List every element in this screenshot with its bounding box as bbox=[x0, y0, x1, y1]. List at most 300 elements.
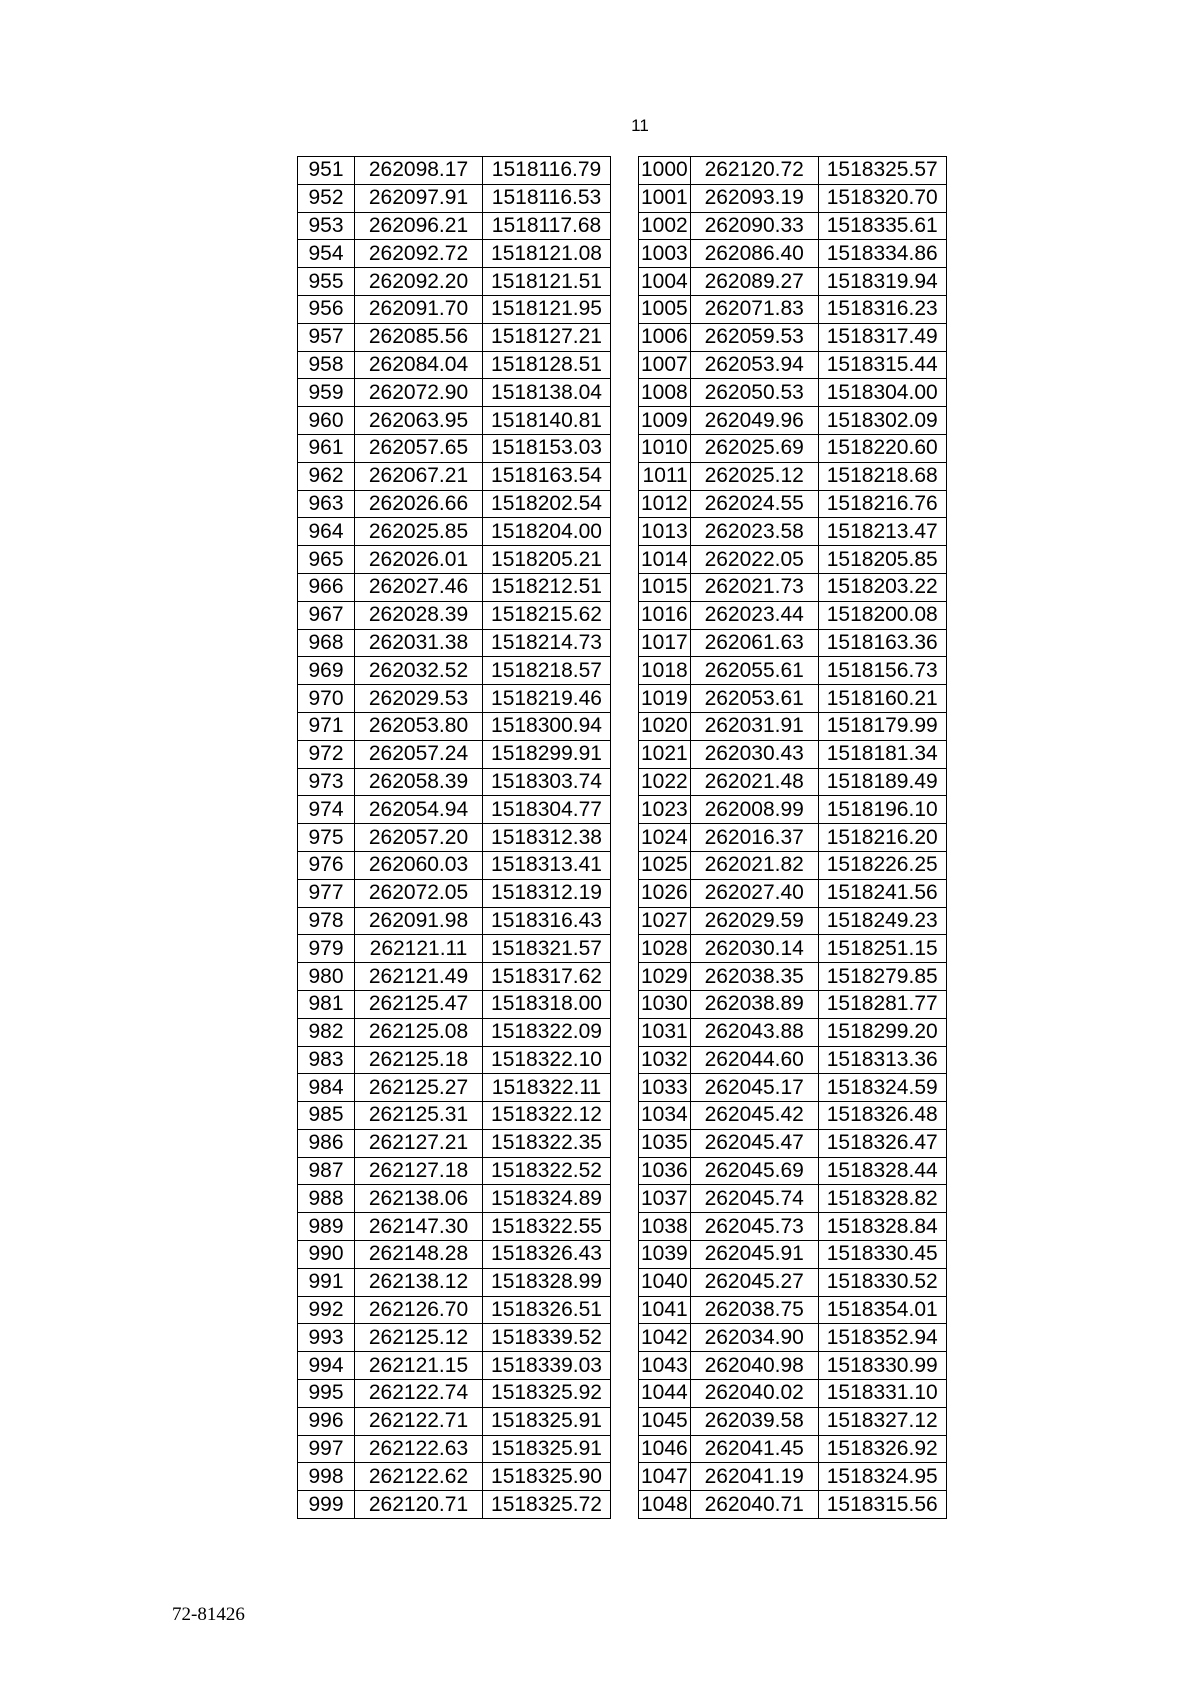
y-coordinate-cell: 1518179.99 bbox=[818, 712, 946, 740]
table-row bbox=[639, 379, 947, 407]
point-number-cell: 1007 bbox=[639, 351, 691, 379]
table-row bbox=[639, 546, 947, 574]
x-coordinate-cell: 262121.11 bbox=[355, 935, 483, 963]
x-coordinate-cell: 262016.37 bbox=[690, 824, 818, 852]
point-number-cell: 1032 bbox=[639, 1046, 691, 1074]
table-row bbox=[639, 490, 947, 518]
y-coordinate-cell: 1518331.10 bbox=[818, 1380, 946, 1408]
table-row bbox=[639, 157, 947, 185]
x-coordinate-cell: 262039.58 bbox=[690, 1407, 818, 1435]
x-coordinate-cell: 262025.85 bbox=[355, 518, 483, 546]
table-row bbox=[639, 1407, 947, 1435]
point-number-cell: 1019 bbox=[639, 685, 691, 713]
x-coordinate-cell: 262058.39 bbox=[355, 768, 483, 796]
point-number-cell: 1048 bbox=[639, 1491, 691, 1519]
y-coordinate-cell: 1518322.09 bbox=[483, 1018, 611, 1046]
table-row bbox=[298, 1046, 611, 1074]
x-coordinate-cell: 262125.12 bbox=[355, 1324, 483, 1352]
table-row bbox=[639, 851, 947, 879]
point-number-cell: 963 bbox=[298, 490, 355, 518]
point-number-cell: 1044 bbox=[639, 1380, 691, 1408]
point-number-cell: 1035 bbox=[639, 1129, 691, 1157]
y-coordinate-cell: 1518281.77 bbox=[818, 990, 946, 1018]
y-coordinate-cell: 1518318.00 bbox=[483, 990, 611, 1018]
y-coordinate-cell: 1518127.21 bbox=[483, 323, 611, 351]
point-number-cell: 964 bbox=[298, 518, 355, 546]
y-coordinate-cell: 1518163.36 bbox=[818, 629, 946, 657]
point-number-cell: 977 bbox=[298, 879, 355, 907]
point-number-cell: 972 bbox=[298, 740, 355, 768]
y-coordinate-cell: 1518302.09 bbox=[818, 407, 946, 435]
table-row bbox=[298, 1213, 611, 1241]
x-coordinate-cell: 262031.91 bbox=[690, 712, 818, 740]
y-coordinate-cell: 1518181.34 bbox=[818, 740, 946, 768]
point-number-cell: 1040 bbox=[639, 1268, 691, 1296]
x-coordinate-cell: 262029.59 bbox=[690, 907, 818, 935]
table-row bbox=[639, 295, 947, 323]
table-row bbox=[298, 657, 611, 685]
point-number-cell: 978 bbox=[298, 907, 355, 935]
table-row bbox=[298, 1268, 611, 1296]
x-coordinate-cell: 262027.40 bbox=[690, 879, 818, 907]
y-coordinate-cell: 1518322.55 bbox=[483, 1213, 611, 1241]
y-coordinate-cell: 1518328.84 bbox=[818, 1213, 946, 1241]
table-row bbox=[298, 1380, 611, 1408]
x-coordinate-cell: 262045.17 bbox=[690, 1074, 818, 1102]
y-coordinate-cell: 1518330.52 bbox=[818, 1268, 946, 1296]
table-row bbox=[639, 323, 947, 351]
table-row bbox=[639, 240, 947, 268]
x-coordinate-cell: 262138.06 bbox=[355, 1185, 483, 1213]
table-row bbox=[298, 851, 611, 879]
x-coordinate-cell: 262122.71 bbox=[355, 1407, 483, 1435]
point-number-cell: 955 bbox=[298, 268, 355, 296]
x-coordinate-cell: 262055.61 bbox=[690, 657, 818, 685]
x-coordinate-cell: 262026.66 bbox=[355, 490, 483, 518]
point-number-cell: 993 bbox=[298, 1324, 355, 1352]
table-row bbox=[298, 824, 611, 852]
table-row bbox=[298, 212, 611, 240]
point-number-cell: 1027 bbox=[639, 907, 691, 935]
table-row bbox=[639, 1380, 947, 1408]
point-number-cell: 1011 bbox=[639, 462, 691, 490]
y-coordinate-cell: 1518138.04 bbox=[483, 379, 611, 407]
y-coordinate-cell: 1518303.74 bbox=[483, 768, 611, 796]
table-row bbox=[298, 796, 611, 824]
point-number-cell: 1043 bbox=[639, 1352, 691, 1380]
point-number-cell: 994 bbox=[298, 1352, 355, 1380]
y-coordinate-cell: 1518315.56 bbox=[818, 1491, 946, 1519]
x-coordinate-cell: 262045.47 bbox=[690, 1129, 818, 1157]
y-coordinate-cell: 1518218.68 bbox=[818, 462, 946, 490]
table-row bbox=[298, 740, 611, 768]
table-row bbox=[298, 184, 611, 212]
y-coordinate-cell: 1518328.44 bbox=[818, 1157, 946, 1185]
x-coordinate-cell: 262125.08 bbox=[355, 1018, 483, 1046]
point-number-cell: 1012 bbox=[639, 490, 691, 518]
y-coordinate-cell: 1518202.54 bbox=[483, 490, 611, 518]
x-coordinate-cell: 262049.96 bbox=[690, 407, 818, 435]
y-coordinate-cell: 1518205.21 bbox=[483, 546, 611, 574]
x-coordinate-cell: 262053.61 bbox=[690, 685, 818, 713]
point-number-cell: 982 bbox=[298, 1018, 355, 1046]
table-row bbox=[639, 796, 947, 824]
y-coordinate-cell: 1518116.79 bbox=[483, 157, 611, 185]
x-coordinate-cell: 262122.74 bbox=[355, 1380, 483, 1408]
x-coordinate-cell: 262038.89 bbox=[690, 990, 818, 1018]
y-coordinate-cell: 1518300.94 bbox=[483, 712, 611, 740]
point-number-cell: 973 bbox=[298, 768, 355, 796]
point-number-cell: 1004 bbox=[639, 268, 691, 296]
y-coordinate-cell: 1518325.57 bbox=[818, 157, 946, 185]
x-coordinate-cell: 262126.70 bbox=[355, 1296, 483, 1324]
y-coordinate-cell: 1518315.44 bbox=[818, 351, 946, 379]
y-coordinate-cell: 1518299.91 bbox=[483, 740, 611, 768]
point-number-cell: 961 bbox=[298, 434, 355, 462]
x-coordinate-cell: 262032.52 bbox=[355, 657, 483, 685]
x-coordinate-cell: 262045.42 bbox=[690, 1102, 818, 1130]
y-coordinate-cell: 1518204.00 bbox=[483, 518, 611, 546]
x-coordinate-cell: 262045.91 bbox=[690, 1241, 818, 1269]
table-row bbox=[639, 1296, 947, 1324]
table-row bbox=[298, 462, 611, 490]
point-number-cell: 956 bbox=[298, 295, 355, 323]
x-coordinate-cell: 262093.19 bbox=[690, 184, 818, 212]
table-row bbox=[639, 268, 947, 296]
y-coordinate-cell: 1518317.49 bbox=[818, 323, 946, 351]
y-coordinate-cell: 1518216.76 bbox=[818, 490, 946, 518]
table-row bbox=[639, 1268, 947, 1296]
point-number-cell: 1029 bbox=[639, 963, 691, 991]
y-coordinate-cell: 1518205.85 bbox=[818, 546, 946, 574]
point-number-cell: 996 bbox=[298, 1407, 355, 1435]
y-coordinate-cell: 1518327.12 bbox=[818, 1407, 946, 1435]
y-coordinate-cell: 1518299.20 bbox=[818, 1018, 946, 1046]
point-number-cell: 1000 bbox=[639, 157, 691, 185]
table-row bbox=[298, 768, 611, 796]
table-row bbox=[298, 907, 611, 935]
y-coordinate-cell: 1518121.08 bbox=[483, 240, 611, 268]
point-number-cell: 1046 bbox=[639, 1435, 691, 1463]
x-coordinate-cell: 262063.95 bbox=[355, 407, 483, 435]
point-number-cell: 960 bbox=[298, 407, 355, 435]
y-coordinate-cell: 1518317.62 bbox=[483, 963, 611, 991]
table-row bbox=[298, 1352, 611, 1380]
point-number-cell: 965 bbox=[298, 546, 355, 574]
point-number-cell: 997 bbox=[298, 1435, 355, 1463]
point-number-cell: 962 bbox=[298, 462, 355, 490]
table-row bbox=[639, 462, 947, 490]
x-coordinate-cell: 262031.38 bbox=[355, 629, 483, 657]
table-row bbox=[298, 1157, 611, 1185]
table-row bbox=[639, 1046, 947, 1074]
x-coordinate-cell: 262092.72 bbox=[355, 240, 483, 268]
table-row bbox=[298, 1185, 611, 1213]
x-coordinate-cell: 262097.91 bbox=[355, 184, 483, 212]
point-number-cell: 979 bbox=[298, 935, 355, 963]
point-number-cell: 981 bbox=[298, 990, 355, 1018]
y-coordinate-cell: 1518215.62 bbox=[483, 601, 611, 629]
x-coordinate-cell: 262125.47 bbox=[355, 990, 483, 1018]
x-coordinate-cell: 262089.27 bbox=[690, 268, 818, 296]
table-row bbox=[298, 518, 611, 546]
x-coordinate-cell: 262125.31 bbox=[355, 1102, 483, 1130]
y-coordinate-cell: 1518324.89 bbox=[483, 1185, 611, 1213]
x-coordinate-cell: 262147.30 bbox=[355, 1213, 483, 1241]
table-row bbox=[639, 1241, 947, 1269]
coordinate-table-left bbox=[297, 156, 611, 1519]
y-coordinate-cell: 1518325.91 bbox=[483, 1435, 611, 1463]
x-coordinate-cell: 262021.73 bbox=[690, 573, 818, 601]
table-row bbox=[639, 1074, 947, 1102]
table-row bbox=[298, 490, 611, 518]
y-coordinate-cell: 1518320.70 bbox=[818, 184, 946, 212]
point-number-cell: 959 bbox=[298, 379, 355, 407]
y-coordinate-cell: 1518219.46 bbox=[483, 685, 611, 713]
point-number-cell: 1022 bbox=[639, 768, 691, 796]
x-coordinate-cell: 262138.12 bbox=[355, 1268, 483, 1296]
point-number-cell: 1017 bbox=[639, 629, 691, 657]
table-row bbox=[298, 573, 611, 601]
y-coordinate-cell: 1518322.11 bbox=[483, 1074, 611, 1102]
x-coordinate-cell: 262021.82 bbox=[690, 851, 818, 879]
x-coordinate-cell: 262067.21 bbox=[355, 462, 483, 490]
y-coordinate-cell: 1518189.49 bbox=[818, 768, 946, 796]
y-coordinate-cell: 1518156.73 bbox=[818, 657, 946, 685]
table-row bbox=[639, 573, 947, 601]
x-coordinate-cell: 262057.24 bbox=[355, 740, 483, 768]
y-coordinate-cell: 1518304.00 bbox=[818, 379, 946, 407]
x-coordinate-cell: 262127.21 bbox=[355, 1129, 483, 1157]
point-number-cell: 1002 bbox=[639, 212, 691, 240]
point-number-cell: 1047 bbox=[639, 1463, 691, 1491]
table-row bbox=[298, 990, 611, 1018]
table-row bbox=[639, 657, 947, 685]
point-number-cell: 969 bbox=[298, 657, 355, 685]
x-coordinate-cell: 262038.35 bbox=[690, 963, 818, 991]
x-coordinate-cell: 262090.33 bbox=[690, 212, 818, 240]
y-coordinate-cell: 1518354.01 bbox=[818, 1296, 946, 1324]
point-number-cell: 1018 bbox=[639, 657, 691, 685]
y-coordinate-cell: 1518116.53 bbox=[483, 184, 611, 212]
x-coordinate-cell: 262023.58 bbox=[690, 518, 818, 546]
table-row bbox=[298, 601, 611, 629]
y-coordinate-cell: 1518325.90 bbox=[483, 1463, 611, 1491]
x-coordinate-cell: 262030.14 bbox=[690, 935, 818, 963]
point-number-cell: 966 bbox=[298, 573, 355, 601]
y-coordinate-cell: 1518313.36 bbox=[818, 1046, 946, 1074]
table-row bbox=[298, 1491, 611, 1519]
point-number-cell: 1003 bbox=[639, 240, 691, 268]
point-number-cell: 999 bbox=[298, 1491, 355, 1519]
y-coordinate-cell: 1518322.35 bbox=[483, 1129, 611, 1157]
y-coordinate-cell: 1518140.81 bbox=[483, 407, 611, 435]
x-coordinate-cell: 262034.90 bbox=[690, 1324, 818, 1352]
x-coordinate-cell: 262121.15 bbox=[355, 1352, 483, 1380]
x-coordinate-cell: 262071.83 bbox=[690, 295, 818, 323]
table-row bbox=[639, 1352, 947, 1380]
y-coordinate-cell: 1518316.43 bbox=[483, 907, 611, 935]
table-row bbox=[639, 212, 947, 240]
table-row bbox=[298, 1018, 611, 1046]
x-coordinate-cell: 262054.94 bbox=[355, 796, 483, 824]
y-coordinate-cell: 1518325.72 bbox=[483, 1491, 611, 1519]
x-coordinate-cell: 262121.49 bbox=[355, 963, 483, 991]
table-row bbox=[639, 1185, 947, 1213]
point-number-cell: 1038 bbox=[639, 1213, 691, 1241]
point-number-cell: 1037 bbox=[639, 1185, 691, 1213]
table-row bbox=[298, 935, 611, 963]
point-number-cell: 1034 bbox=[639, 1102, 691, 1130]
point-number-cell: 968 bbox=[298, 629, 355, 657]
x-coordinate-cell: 262041.45 bbox=[690, 1435, 818, 1463]
table-row bbox=[298, 1074, 611, 1102]
point-number-cell: 1008 bbox=[639, 379, 691, 407]
x-coordinate-cell: 262057.20 bbox=[355, 824, 483, 852]
table-row bbox=[298, 240, 611, 268]
x-coordinate-cell: 262096.21 bbox=[355, 212, 483, 240]
table-row bbox=[298, 963, 611, 991]
y-coordinate-cell: 1518212.51 bbox=[483, 573, 611, 601]
table-row bbox=[639, 434, 947, 462]
table-row bbox=[639, 1129, 947, 1157]
x-coordinate-cell: 262008.99 bbox=[690, 796, 818, 824]
table-row bbox=[298, 379, 611, 407]
point-number-cell: 1010 bbox=[639, 434, 691, 462]
point-number-cell: 967 bbox=[298, 601, 355, 629]
table-row bbox=[298, 1296, 611, 1324]
table-row bbox=[639, 351, 947, 379]
x-coordinate-cell: 262125.27 bbox=[355, 1074, 483, 1102]
x-coordinate-cell: 262029.53 bbox=[355, 685, 483, 713]
table-row bbox=[298, 1435, 611, 1463]
page-number: 11 bbox=[631, 116, 649, 135]
table-row bbox=[639, 518, 947, 546]
y-coordinate-cell: 1518326.92 bbox=[818, 1435, 946, 1463]
x-coordinate-cell: 262027.46 bbox=[355, 573, 483, 601]
y-coordinate-cell: 1518121.51 bbox=[483, 268, 611, 296]
y-coordinate-cell: 1518326.48 bbox=[818, 1102, 946, 1130]
point-number-cell: 1016 bbox=[639, 601, 691, 629]
point-number-cell: 1009 bbox=[639, 407, 691, 435]
point-number-cell: 1014 bbox=[639, 546, 691, 574]
x-coordinate-cell: 262043.88 bbox=[690, 1018, 818, 1046]
point-number-cell: 1026 bbox=[639, 879, 691, 907]
x-coordinate-cell: 262038.75 bbox=[690, 1296, 818, 1324]
x-coordinate-cell: 262030.43 bbox=[690, 740, 818, 768]
point-number-cell: 980 bbox=[298, 963, 355, 991]
y-coordinate-cell: 1518213.47 bbox=[818, 518, 946, 546]
y-coordinate-cell: 1518316.23 bbox=[818, 295, 946, 323]
y-coordinate-cell: 1518216.20 bbox=[818, 824, 946, 852]
y-coordinate-cell: 1518153.03 bbox=[483, 434, 611, 462]
point-number-cell: 987 bbox=[298, 1157, 355, 1185]
x-coordinate-cell: 262045.73 bbox=[690, 1213, 818, 1241]
x-coordinate-cell: 262091.98 bbox=[355, 907, 483, 935]
table-row bbox=[298, 879, 611, 907]
table-row bbox=[298, 1324, 611, 1352]
point-number-cell: 1015 bbox=[639, 573, 691, 601]
table-row bbox=[639, 1018, 947, 1046]
point-number-cell: 1042 bbox=[639, 1324, 691, 1352]
y-coordinate-cell: 1518321.57 bbox=[483, 935, 611, 963]
table-row bbox=[298, 712, 611, 740]
y-coordinate-cell: 1518279.85 bbox=[818, 963, 946, 991]
x-coordinate-cell: 262092.20 bbox=[355, 268, 483, 296]
y-coordinate-cell: 1518324.95 bbox=[818, 1463, 946, 1491]
y-coordinate-cell: 1518249.23 bbox=[818, 907, 946, 935]
point-number-cell: 1036 bbox=[639, 1157, 691, 1185]
table-row bbox=[298, 1129, 611, 1157]
point-number-cell: 1006 bbox=[639, 323, 691, 351]
y-coordinate-cell: 1518326.47 bbox=[818, 1129, 946, 1157]
x-coordinate-cell: 262040.71 bbox=[690, 1491, 818, 1519]
y-coordinate-cell: 1518352.94 bbox=[818, 1324, 946, 1352]
x-coordinate-cell: 262084.04 bbox=[355, 351, 483, 379]
x-coordinate-cell: 262072.90 bbox=[355, 379, 483, 407]
table-row bbox=[639, 685, 947, 713]
table-row bbox=[298, 1463, 611, 1491]
table-row bbox=[639, 1491, 947, 1519]
x-coordinate-cell: 262026.01 bbox=[355, 546, 483, 574]
x-coordinate-cell: 262045.27 bbox=[690, 1268, 818, 1296]
y-coordinate-cell: 1518220.60 bbox=[818, 434, 946, 462]
x-coordinate-cell: 262053.94 bbox=[690, 351, 818, 379]
point-number-cell: 1023 bbox=[639, 796, 691, 824]
table-row bbox=[298, 629, 611, 657]
y-coordinate-cell: 1518241.56 bbox=[818, 879, 946, 907]
point-number-cell: 957 bbox=[298, 323, 355, 351]
point-number-cell: 1020 bbox=[639, 712, 691, 740]
point-number-cell: 958 bbox=[298, 351, 355, 379]
table-row bbox=[639, 768, 947, 796]
y-coordinate-cell: 1518328.82 bbox=[818, 1185, 946, 1213]
point-number-cell: 984 bbox=[298, 1074, 355, 1102]
point-number-cell: 951 bbox=[298, 157, 355, 185]
x-coordinate-cell: 262041.19 bbox=[690, 1463, 818, 1491]
table-row bbox=[639, 601, 947, 629]
point-number-cell: 1045 bbox=[639, 1407, 691, 1435]
point-number-cell: 971 bbox=[298, 712, 355, 740]
table-row bbox=[639, 712, 947, 740]
x-coordinate-cell: 262024.55 bbox=[690, 490, 818, 518]
table-row bbox=[639, 1324, 947, 1352]
x-coordinate-cell: 262091.70 bbox=[355, 295, 483, 323]
y-coordinate-cell: 1518128.51 bbox=[483, 351, 611, 379]
point-number-cell: 985 bbox=[298, 1102, 355, 1130]
x-coordinate-cell: 262122.63 bbox=[355, 1435, 483, 1463]
x-coordinate-cell: 262057.65 bbox=[355, 434, 483, 462]
y-coordinate-cell: 1518121.95 bbox=[483, 295, 611, 323]
x-coordinate-cell: 262023.44 bbox=[690, 601, 818, 629]
x-coordinate-cell: 262125.18 bbox=[355, 1046, 483, 1074]
point-number-cell: 976 bbox=[298, 851, 355, 879]
x-coordinate-cell: 262098.17 bbox=[355, 157, 483, 185]
table-row bbox=[639, 879, 947, 907]
y-coordinate-cell: 1518312.38 bbox=[483, 824, 611, 852]
y-coordinate-cell: 1518334.86 bbox=[818, 240, 946, 268]
x-coordinate-cell: 262022.05 bbox=[690, 546, 818, 574]
x-coordinate-cell: 262148.28 bbox=[355, 1241, 483, 1269]
y-coordinate-cell: 1518203.22 bbox=[818, 573, 946, 601]
point-number-cell: 1021 bbox=[639, 740, 691, 768]
x-coordinate-cell: 262028.39 bbox=[355, 601, 483, 629]
x-coordinate-cell: 262040.98 bbox=[690, 1352, 818, 1380]
y-coordinate-cell: 1518339.52 bbox=[483, 1324, 611, 1352]
y-coordinate-cell: 1518328.99 bbox=[483, 1268, 611, 1296]
point-number-cell: 992 bbox=[298, 1296, 355, 1324]
x-coordinate-cell: 262050.53 bbox=[690, 379, 818, 407]
